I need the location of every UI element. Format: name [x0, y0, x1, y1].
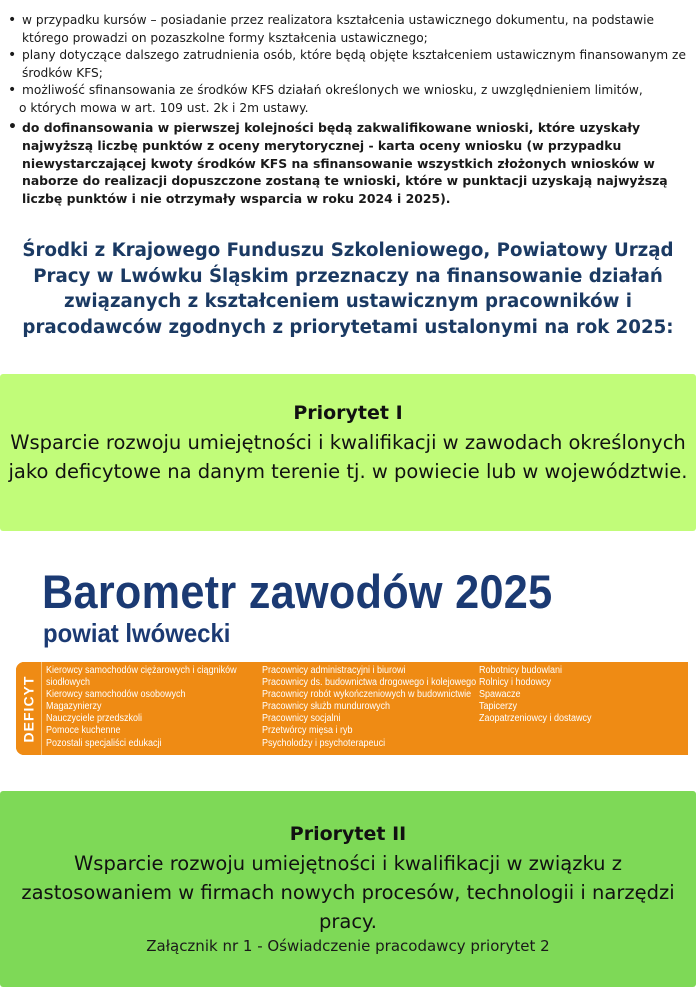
priority-2-panel — [0, 791, 696, 987]
occupation-item: Nauczyciele przedszkoli — [46, 713, 143, 725]
barometer-title: Barometr zawodów 2025 — [42, 565, 553, 618]
list-item: • możliwość sfinansowania ze środków KFS działań określonych we wniosku, z uwzględnieniem limitów, — [8, 82, 688, 100]
occupation-column-2 — [262, 665, 477, 750]
list-item: • plany dotyczące dalszego zatrudnienia osób, które będą objęte kształceniem ustawicznym finansowanym ze środków KFS; — [8, 47, 688, 82]
occupation-column-1 — [46, 665, 235, 750]
occupation-item: Tapicerzy — [479, 701, 518, 713]
attachment-link[interactable]: Załącznik nr 1 - Oświadczenie pracodawcy priorytet 2 — [146, 937, 550, 955]
occupation-column-3 — [479, 665, 650, 725]
occupation-item: Kierowcy samochodów ciężarowych i ciągników — [46, 665, 237, 676]
deficit-divider — [41, 662, 42, 755]
occupation-item: Pracownicy socjalni — [262, 713, 341, 725]
list-item: • do dofinansowania w pierwszej kolejności będą zakwalifikowane wnioski, które uzyskały najwyższą liczbę punktów z oceny merytorycznej - karta oceny wniosku (w przypadku niewystarczającej kwoty środków KFS na sfinansowanie wszystkich złożonych wniosków w naborze do realizacji dopuszczone zostaną te wnioski, które w punktacji uzyskają najwyższą liczbę punktów i nie otrzymały wsparcia w roku 2024 i 2025). — [8, 119, 688, 208]
priority-1-text: Wsparcie rozwoju umiejętności i kwalifikacji w zawodach określonych jako deficytowe na danym terenie tj. w powiecie lub w województwie. — [8, 431, 688, 483]
barometer-subtitle: powiat lwówecki — [43, 618, 231, 648]
deficit-label-text: DEFICYT — [20, 675, 37, 742]
occupation-item: siodłowych — [46, 677, 91, 689]
deficit-label — [16, 662, 40, 755]
priority-1-panel — [0, 374, 696, 531]
occupation-item: Zaopatrzeniowcy i dostawcy — [479, 713, 592, 725]
occupation-item: Pracownicy służb mundurowych — [262, 701, 391, 713]
priority-2-text: Wsparcie rozwoju umiejętności i kwalifikacji w związku z zastosowaniem w firmach nowych procesów, technologii i narzędzi pracy. — [21, 852, 675, 933]
occupation-item: Magazynierzy — [46, 701, 102, 713]
occupation-item: Pracownicy ds. budownictwa drogowego i kolejowego — [262, 677, 477, 689]
occupation-item: Pomoce kuchenne — [46, 725, 121, 737]
section-heading: Środki z Krajowego Funduszu Szkoleniowego, Powiatowy Urząd Pracy w Lwówku Śląskim przeznaczy na finansowanie działań związanych z kształceniem ustawicznym pracowników i pracodawców zgodnych z priorytetami ustalonymi na rok 2025: — [22, 240, 674, 338]
occupation-item: Kierowcy samochodów osobowych — [46, 689, 186, 701]
priority-1-title: Priorytet I — [293, 402, 403, 424]
occupation-item: Pracownicy administracyjni i biurowi — [262, 665, 406, 676]
barometer-graphic — [0, 540, 696, 780]
occupation-item: Pozostali specjaliści edukacji — [46, 737, 162, 749]
priority-2-title: Priorytet II — [289, 823, 407, 845]
occupation-item: Przetwórcy mięsa i ryb — [262, 725, 353, 737]
occupation-item: Rolnicy i hodowcy — [479, 677, 552, 689]
list-item-continuation: o których mowa w art. 109 ust. 2k i 2m ustawy. — [19, 100, 309, 115]
criteria-list — [8, 12, 688, 208]
list-item: • w przypadku kursów – posiadanie przez realizatora kształcenia ustawicznego dokumentu, na podstawie którego prowadzi on pozaszkolne formy kształcenia ustawicznego; — [8, 12, 688, 47]
occupation-item: Pracownicy robót wykończeniowych w budownictwie — [262, 689, 472, 701]
occupation-item: Psycholodzy i psychoterapeuci — [262, 737, 386, 749]
occupation-item: Spawacze — [479, 689, 521, 701]
occupation-item: Robotnicy budowlani — [479, 665, 563, 676]
